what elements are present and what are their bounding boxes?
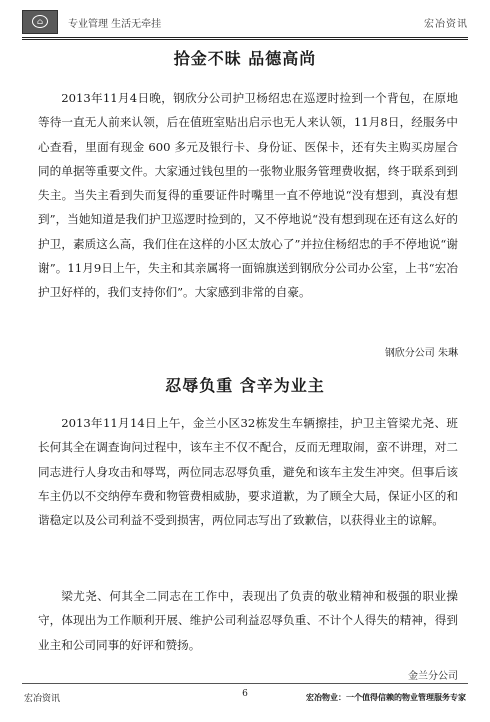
article-title-2: 忍辱负重 含辛为业主 — [165, 376, 325, 395]
article-body: 2013年11月4日晚，钢欣分公司护卫杨绍忠在巡逻时捡到一个背包，在原地等待一直无人前来认领，后在值班室贴出启示也无人来认领，11月8日，经服务中心查看，里面有现金 600 多元及银行卡、身份证、医保卡，还有失主购买房屋合同的单据等重要文件。大家通过钱包里的一张物业服务管理费收据，终于联系到到失主。当失主看到失而复得的重要证件时嘴里一直不停地说“没有想到，真没有想到”，当她知道是我们护卫巡逻时捡到的，又不停地说“没有想到现在还有这么好的护卫，素质这么高，我们住在这样的小区太放心了”并拉住杨绍忠的手不停地说“谢谢”。11月9日上午，失主和其亲属将一面锦旗送到钢欣分公司办公室，上书“宏冶护卫好样的，我们支持你们”。大家感到非常的自豪。 — [38, 91, 458, 300]
article-body-2b: 梁尤尧、何其全二同志在工作中，表现出了负责的敬业精神和极强的职业操守，体现出为工作顺利开展、维护公司利益忍辱负重、不计个人得失的精神，得到业主和公司同事的好评和赞扬。 — [38, 589, 458, 652]
article-body-2a: 2013年11月14日上午，金兰小区32栋发生车辆擦挂，护卫主管梁尤尧、班长何其全在调查询问过程中，该车主不仅不配合，反而无理取闹，蛮不讲理，对二同志进行人身攻击和辱骂，两位同志忍辱负重，避免和该车主发生冲突。但事后该车主仍以不交纳停车费和物管费相威胁，要求道歉，为了顾全大局，保证小区的和谐稳定以及公司利益不受到损害，两位同志写出了致歉信，以获得业主的谅解。 — [38, 416, 458, 528]
page-number: 6 — [242, 689, 248, 699]
footer-divider — [22, 683, 468, 684]
logo-mark-icon: ⌂ — [32, 15, 48, 28]
company-logo — [22, 10, 58, 34]
footer-publication: 宏冶资讯 — [24, 694, 61, 704]
article-signature: 钢欣分公司 朱琳 — [384, 348, 458, 359]
header-divider — [22, 37, 468, 38]
article-signature-2: 金兰分公司 — [408, 671, 458, 682]
article-title: 拾金不昧 品德高尚 — [173, 49, 317, 68]
page-header — [22, 8, 468, 36]
header-divider-secondary — [22, 39, 468, 40]
header-slogan: 专业管理 生活无牵挂 — [68, 18, 162, 30]
footer-tagline: 宏冶物业：一个值得信赖的物业管理服务专家 — [306, 692, 466, 702]
header-brand: 宏冶资讯 — [424, 18, 468, 30]
